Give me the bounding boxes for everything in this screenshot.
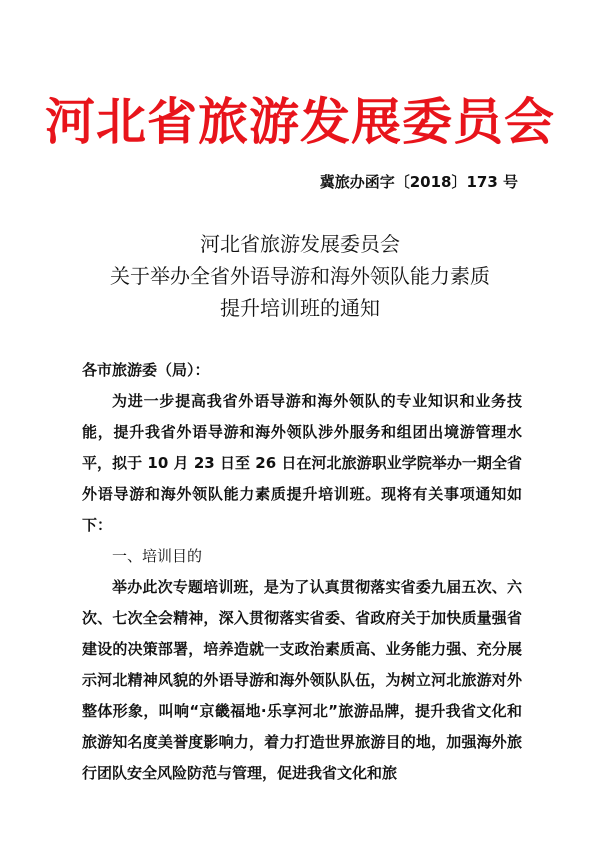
title-line-2: 关于举办全省外语导游和海外领队能力素质 xyxy=(110,264,490,288)
section-1-heading: 一、培训目的 xyxy=(112,547,203,565)
org-header-title: 河北省旅游发展委员会 xyxy=(45,93,555,151)
title-line-1: 河北省旅游发展委员会 xyxy=(200,232,400,256)
document-title xyxy=(0,228,600,324)
salutation: 各市旅游委（局）： xyxy=(82,361,210,379)
document-body xyxy=(82,355,522,789)
title-line-3: 提升培训班的通知 xyxy=(220,296,380,320)
section-1-paragraph: 举办此次专题培训班，是为了认真贯彻落实省委九届五次、六次、七次全会精神，深入贯彻落实省委、省政府关于加快质量强省建设的决策部署，培养造就一支政治素质高、业务能力强、充分展示河北精神风貌的外语导游和海外领队队伍，为树立河北旅游对外整体形象，叫响“京畿福地·乐享河北”旅游品牌，提升我省文化和旅游知名度美誉度影响力，着力打造世界旅游目的地，加强海外旅行团队安全风险防范与管理，促进我省文化和旅 xyxy=(82,578,522,782)
document-number: 冀旅办函字〔2018〕173 号 xyxy=(319,173,518,191)
intro-paragraph: 为进一步提高我省外语导游和海外领队的专业知识和业务技能，提升我省外语导游和海外领队涉外服务和组团出境游管理水平，拟于 10 月 23 日至 26 日在河北旅游职业学院举办一期全省外语导游和海外领队能力素质提升培训班。现将有关事项通知如下： xyxy=(82,392,522,534)
